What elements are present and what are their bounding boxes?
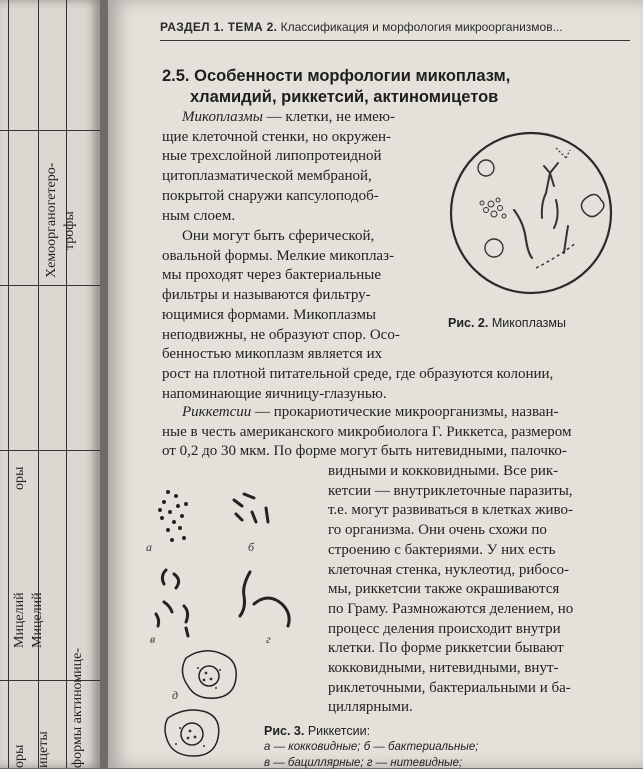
section-heading xyxy=(162,66,562,108)
table-border xyxy=(8,0,9,768)
section-heading-line2: хламидий, риккетсий, актиномицетов xyxy=(190,88,499,106)
left-page-edge xyxy=(0,0,100,768)
figure3-number: Рис. 3. xyxy=(264,724,305,738)
text-line: мы проходят через бактериальные xyxy=(162,267,382,284)
text-line: — клетки, не имею- xyxy=(262,109,395,125)
text-line: фильтры и называются фильтру- xyxy=(162,287,371,304)
text-line: процесс деления происходит внутри xyxy=(328,620,561,637)
table-cell-text: оры xyxy=(12,466,27,490)
table-border xyxy=(0,130,100,131)
text-line: риклеточными, бактериальными и ба- xyxy=(328,679,571,696)
text-line: Они могут быть сферической, xyxy=(182,228,375,244)
text-line: рост на плотной питательной среде, где образуются колонии, xyxy=(162,366,554,382)
text-line: мы, риккетсии также окрашиваются xyxy=(328,581,560,598)
figure2-title: Микоплазмы xyxy=(491,316,566,330)
text-line: — прокариотические микроорганизмы, назван- xyxy=(251,404,559,420)
text-line: кокковидными, нитевидными, внут- xyxy=(328,660,559,677)
text-line: видными и кокковидными. Все рик- xyxy=(328,463,559,479)
text-line: по Граму. Размножаются делением, но xyxy=(328,600,574,617)
table-cell-text: оры xyxy=(12,744,27,768)
text-line: овальной формы. Мелкие микоплаз- xyxy=(162,247,395,264)
figure2-number: Рис. 2. xyxy=(448,316,489,330)
text-line: строению с бактериями. У них есть xyxy=(328,541,556,558)
table-border xyxy=(0,285,100,286)
book-page xyxy=(108,0,643,768)
figure3-label-c: в xyxy=(150,632,156,646)
table-border xyxy=(66,0,67,768)
text-line: циллярными. xyxy=(328,699,413,716)
text-line: неподвижны, не образуют спор. Осо- xyxy=(162,326,400,343)
header-section-label: РАЗДЕЛ 1. ТЕМА 2. xyxy=(160,20,278,34)
text-line: щие клеточной стенки, но окружен- xyxy=(162,128,391,145)
text-line: от 0,2 до 30 мкм. По форме могут быть нитевидными, палочко- xyxy=(162,443,567,460)
para-rickettsia-body xyxy=(328,462,633,718)
figure3-legend-line2: в — бациллярные; г — нитевидные; xyxy=(264,757,463,769)
table-cell-text: ицеты xyxy=(36,731,51,768)
text-line: ным слоем. xyxy=(162,207,236,224)
para-mycoplasma-properties xyxy=(162,227,430,365)
figure3-label-d: г xyxy=(266,632,271,646)
figure3-label-b: б xyxy=(248,540,255,554)
para-mycoplasma-definition xyxy=(162,108,430,226)
table-cell-text: трофы xyxy=(62,211,77,250)
figure2-caption xyxy=(448,316,566,330)
text-line: бенностью микоплазм является их xyxy=(162,346,383,363)
section-heading-line1: 2.5. Особенности морфологии микоплазм, xyxy=(162,67,511,85)
table-border xyxy=(38,0,39,768)
text-line: напоминающие яичницу-глазунью. xyxy=(162,385,387,402)
text-line: т.е. могут развиваться в клетках живо- xyxy=(328,502,573,519)
para-rickettsia-intro xyxy=(162,403,632,462)
text-line: го организма. Они очень схожи по xyxy=(328,522,547,539)
para-mycoplasma-growth xyxy=(162,365,632,404)
text-line: ные в честь американского микробиолога Г. Риккетса, размером xyxy=(162,423,572,440)
text-line: ные трехслойной липопротеидной xyxy=(162,148,382,165)
header-section-title: Классификация и морфология микроорганизмов... xyxy=(280,20,563,34)
text-line: клеточная стенка, нуклеотид, рибосо- xyxy=(328,561,570,578)
term-rickettsia: Риккетсии xyxy=(182,404,252,420)
table-cell-text: Мицелий xyxy=(30,592,45,648)
text-line: ющимися формами. Микоплазмы xyxy=(162,306,377,323)
text-line: клетки. По форме риккетсии бывают xyxy=(328,640,564,657)
text-line: покрытой снаружи капсулоподоб- xyxy=(162,187,379,204)
figure3-legend-line1: а — кокковидные; б — бактериальные; xyxy=(264,741,479,753)
figure3-label-a: а xyxy=(146,540,152,554)
table-cell-text: Хемоорганогетеро- xyxy=(44,162,59,278)
text-line: цитоплазматической мембраной, xyxy=(162,168,372,185)
figure3-caption xyxy=(264,724,370,738)
figure-mycoplasma-dish xyxy=(446,128,616,298)
text-line: кетсии — внутриклеточные паразиты, xyxy=(328,482,573,499)
table-border xyxy=(0,450,100,451)
term-mycoplasma: Микоплазмы xyxy=(182,109,263,125)
table-cell-text: Мицелий xyxy=(12,592,27,648)
running-header xyxy=(160,20,630,34)
header-rule xyxy=(160,40,630,41)
figure3-title: Риккетсии: xyxy=(307,724,371,738)
figure3-label-e: д xyxy=(172,688,179,702)
table-cell-text: формы актиномице- xyxy=(70,647,85,768)
